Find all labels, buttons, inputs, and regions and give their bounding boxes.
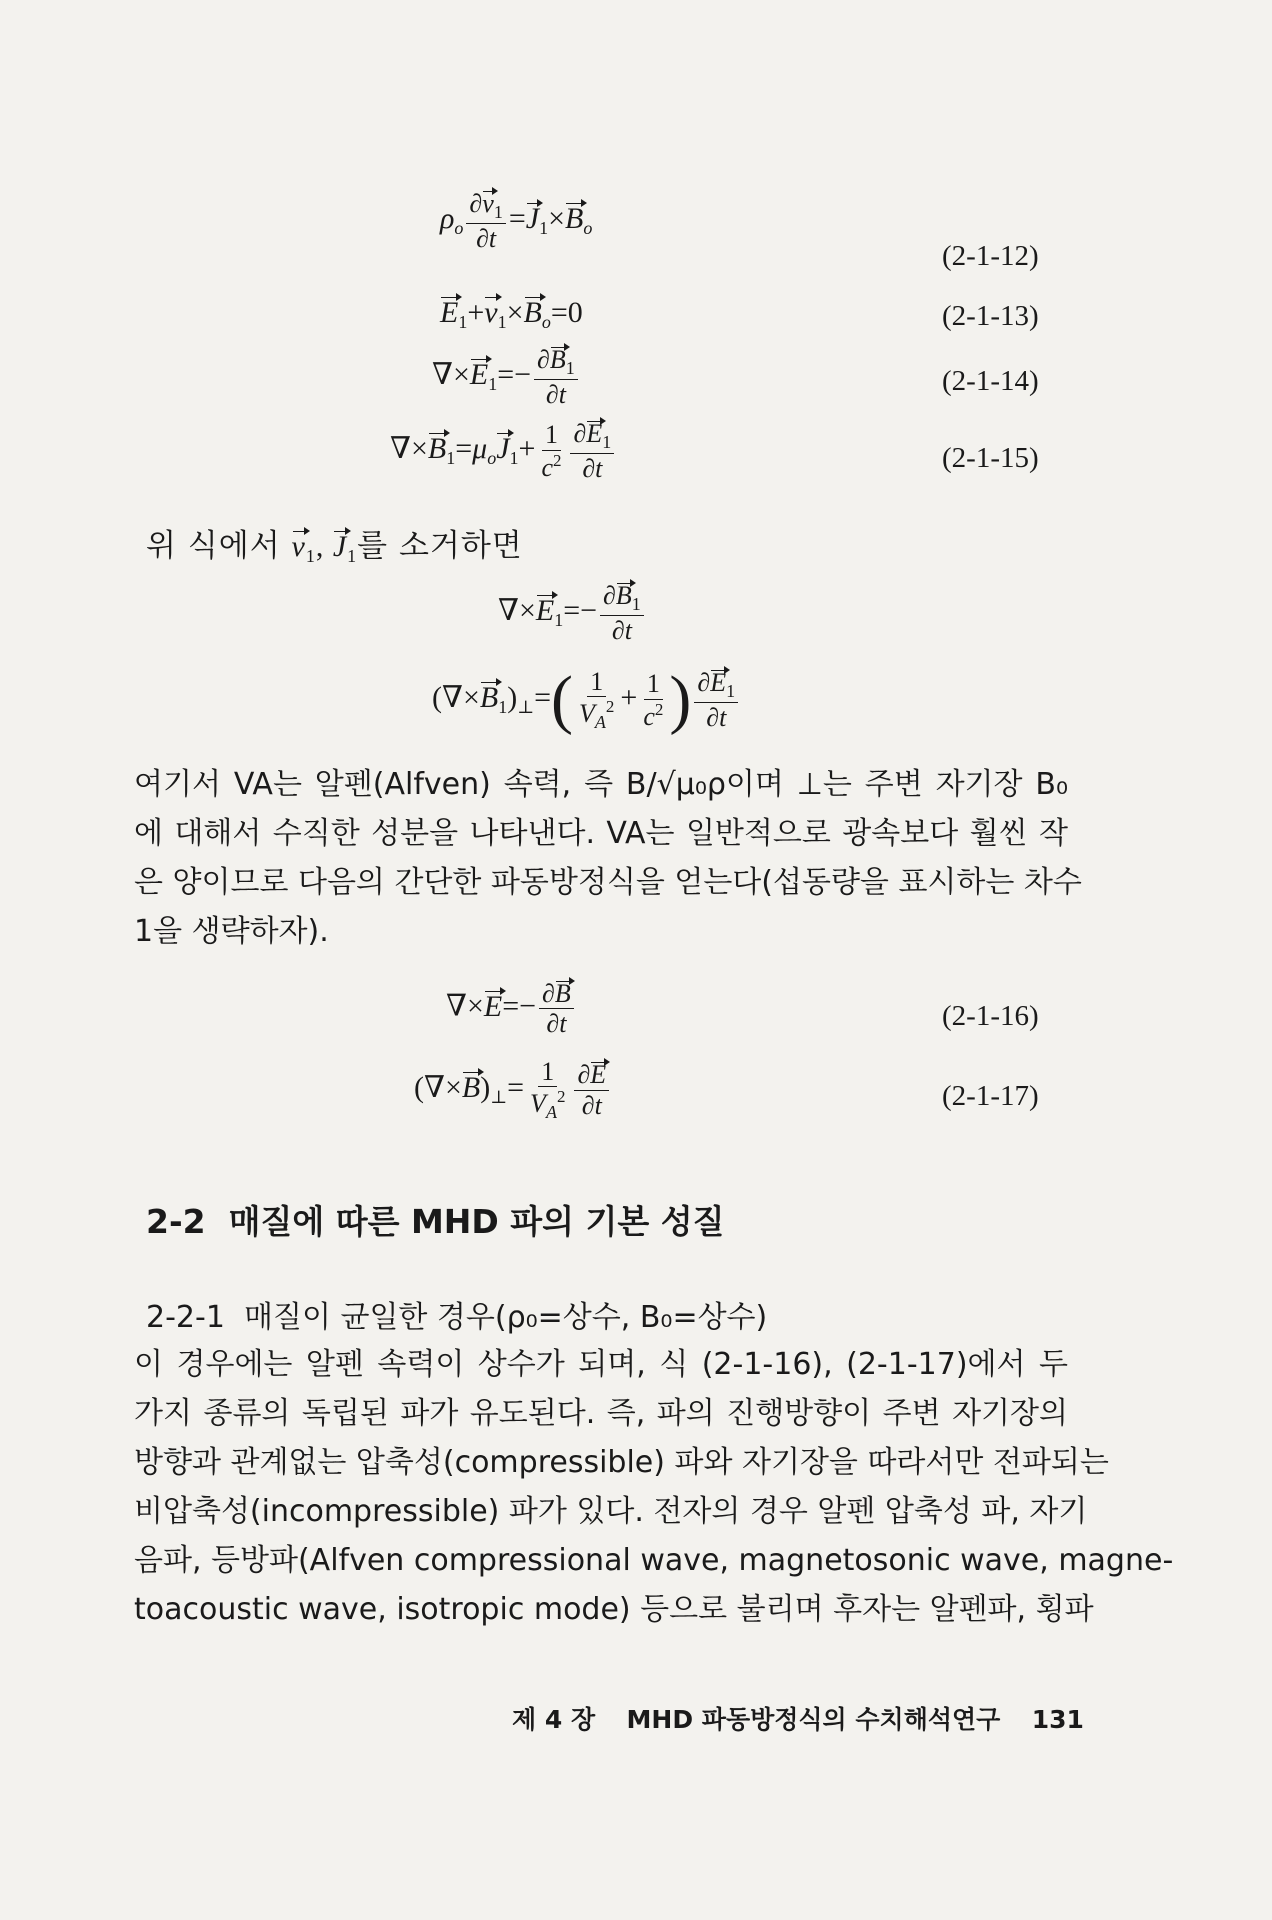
equation-2-1-17: $(\nabla\times B)_\perp=$ $\frac{1}{V_A^2}$ $\frac{\partial E}{\partial t}$ bbox=[414, 1058, 612, 1122]
paragraph-uniform-medium bbox=[134, 1340, 1174, 1634]
equation-2-1-14: $\nabla\times E_1=-$ $\frac{\partial B_1}{\partial t}$ bbox=[432, 346, 581, 408]
page-number: 131 bbox=[1031, 1705, 1084, 1734]
equation-curl-b-perp: $(\nabla\times B_1)_\perp=$( $\frac{1}{V_A^2}$ + $\frac{1}{c^2}$ ) $\frac{\partial E_1}{\partial t}$ bbox=[432, 668, 741, 732]
text-line: toacoustic wave, isotropic mode) 등으로 불리며 후자는 알펜파, 횡파 bbox=[134, 1592, 1094, 1627]
text-line: 은 양이므로 다음의 간단한 파동방정식을 얻는다(섭동량을 표시하는 차수 bbox=[134, 865, 1082, 900]
text-line: 에 대해서 수직한 성분을 나타낸다. VA는 일반적으로 광속보다 훨씬 작 bbox=[134, 816, 1068, 851]
page-footer bbox=[512, 1700, 1084, 1736]
section-heading: 2-2 매질에 따른 MHD 파의 기본 성질 bbox=[146, 1202, 725, 1241]
text-line: 이 경우에는 알펜 속력이 상수가 되며, 식 (2-1-16), (2-1-17)에서 두 bbox=[134, 1347, 1068, 1382]
text-line: 가지 종류의 독립된 파가 유도된다. 즉, 파의 진행방향이 주변 자기장의 bbox=[134, 1396, 1068, 1431]
text-line: 1을 생략하자). bbox=[134, 914, 329, 949]
paragraph-alfven-speed bbox=[134, 760, 1082, 956]
text-line: 비압축성(incompressible) 파가 있다. 전자의 경우 알펜 압축성 파, 자기 bbox=[134, 1494, 1088, 1529]
equation-number: (2-1-15) bbox=[942, 442, 1039, 474]
equation-2-1-15: $\nabla\times B_1=\mu_oJ_1+$ $\frac{1}{c^2}$ $\frac{\partial E_1}{\partial t}$ bbox=[390, 420, 617, 482]
text-line: 방향과 관계없는 압축성(compressible) 파와 자기장을 따라서만 전파되는 bbox=[134, 1445, 1109, 1480]
equation-2-1-16: ∇×E=− $\frac{\partial B}{\partial t}$ bbox=[446, 980, 577, 1038]
intro-text: 위 식에서 $v_1$, $J_1$를 소거하면 bbox=[146, 528, 523, 566]
equation-number: (2-1-17) bbox=[942, 1080, 1039, 1112]
equation-number: (2-1-16) bbox=[942, 1000, 1039, 1032]
equation-2-1-13: $E_1+v_1\times B_o=0$ bbox=[440, 296, 583, 332]
equation-2-1-12: $\rho_o$ $\frac{\partial v_1}{\partial t}$ $=J_1\times B_o$ bbox=[440, 189, 593, 253]
equation-number: (2-1-14) bbox=[942, 365, 1039, 397]
subsection-heading: 2-2-1 매질이 균일한 경우(ρ₀=상수, B₀=상수) bbox=[146, 1300, 768, 1335]
footer-chapter: 제 4 장 bbox=[512, 1705, 596, 1734]
footer-title: MHD 파동방정식의 수치해석연구 bbox=[626, 1705, 1001, 1734]
equation-curl-e: $\nabla\times E_1=-$ $\frac{\partial B_1}{\partial t}$ bbox=[498, 582, 647, 644]
equation-number: (2-1-12) bbox=[942, 240, 1039, 272]
text-line: 여기서 VA는 알펜(Alfven) 속력, 즉 B/√μ₀ρ이며 ⊥는 주변 자기장 B₀ bbox=[134, 767, 1068, 802]
text-line: 음파, 등방파(Alfven compressional wave, magnetosonic wave, magne- bbox=[134, 1543, 1174, 1578]
equation-number: (2-1-13) bbox=[942, 300, 1039, 332]
